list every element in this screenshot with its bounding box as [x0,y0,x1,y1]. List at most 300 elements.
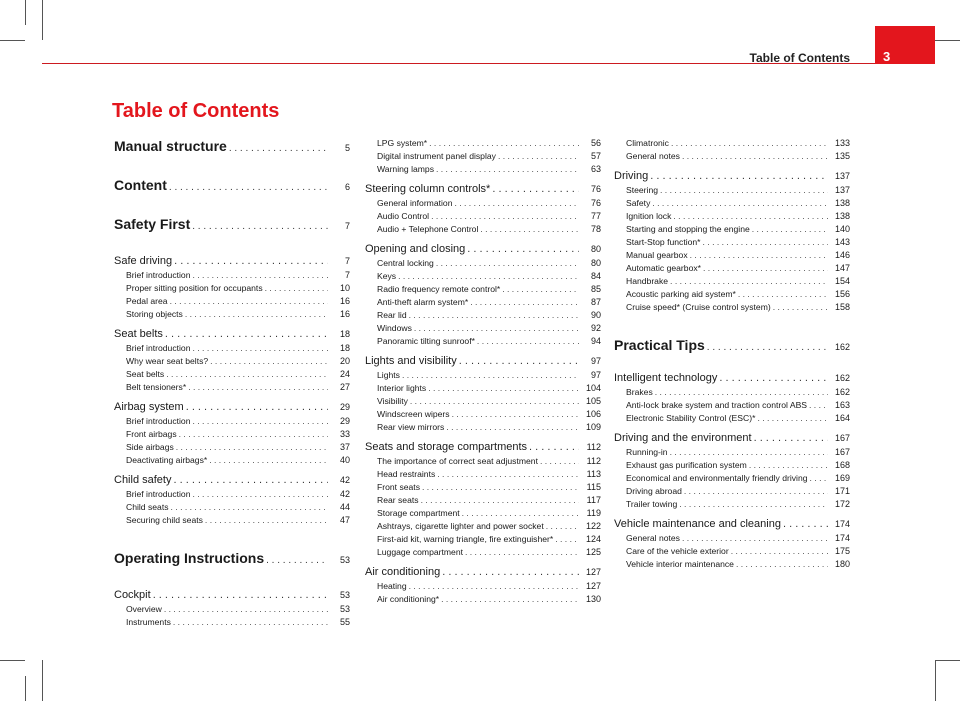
dot-leader [555,533,579,546]
toc-entry-page: 33 [339,429,350,439]
toc-entry[interactable] [114,215,350,236]
toc-entry-title: Care of the vehicle exterior [626,546,729,556]
toc-entry[interactable] [365,481,601,494]
toc-entry[interactable] [365,242,601,256]
toc-entry[interactable] [614,262,850,275]
toc-entry[interactable] [114,514,350,527]
toc-entry[interactable] [114,269,350,282]
toc-entry[interactable] [614,336,850,357]
toc-entry-title: Intelligent technology [614,372,718,384]
toc-entry[interactable] [114,549,350,570]
dot-leader [707,339,828,357]
toc-entry-page: 87 [590,297,601,307]
toc-entry[interactable] [614,275,850,288]
toc-entry[interactable] [365,223,601,236]
toc-entry[interactable] [614,446,850,459]
toc-entry[interactable] [114,254,350,268]
toc-entry-page: 138 [834,211,850,221]
toc-entry-page: 97 [590,356,601,366]
toc-entry[interactable] [365,468,601,481]
dot-leader [498,150,579,163]
toc-entry[interactable] [614,288,850,301]
dot-leader [421,494,579,507]
toc-entry-page: 80 [590,244,601,254]
toc-entry-page: 164 [834,413,850,423]
dot-leader [652,197,828,210]
toc-entry-page: 167 [834,433,850,443]
toc-entry-title: Radio frequency remote control* [377,284,501,294]
toc-entry-page: 29 [339,402,350,412]
dot-leader [431,210,579,223]
toc-entry-title: Driving abroad [626,486,682,496]
toc-entry-page: 53 [339,604,350,614]
toc-entry-page: 154 [834,276,850,286]
toc-entry-page: 106 [585,409,601,419]
dot-leader [179,428,328,441]
toc-entry[interactable] [365,182,601,196]
toc-entry-page: 162 [834,342,850,352]
dot-leader [673,210,828,223]
dot-leader [809,399,828,412]
toc-entry-title: Airbag system [114,401,184,413]
toc-entry-page: 7 [344,221,350,231]
toc-entry-page: 158 [834,302,850,312]
toc-entry[interactable] [614,197,850,210]
toc-entry[interactable] [365,494,601,507]
toc-entry[interactable] [114,501,350,514]
toc-entry[interactable] [614,532,850,545]
toc-entry-title: Cockpit [114,589,151,601]
toc-entry[interactable] [365,322,601,335]
dot-leader [173,473,328,487]
toc-entry[interactable] [614,210,850,223]
toc-entry-title: Windows [377,323,412,333]
dot-leader [703,236,828,249]
toc-entry[interactable] [114,428,350,441]
toc-entry-page: 137 [834,185,850,195]
toc-entry-title: Instruments [126,617,171,627]
dot-leader [153,588,328,602]
dot-leader [731,545,828,558]
toc-entry-title: Rear seats [377,495,419,505]
toc-entry[interactable] [365,440,601,454]
toc-entry[interactable] [114,454,350,467]
toc-entry-title: Operating Instructions [114,550,265,566]
toc-entry-title: Belt tensioners* [126,382,187,392]
dot-leader [690,249,828,262]
toc-entry-page: 6 [344,182,350,192]
toc-entry-title: Start-Stop function* [626,237,701,247]
toc-entry[interactable] [365,270,601,283]
dot-leader [738,288,828,301]
toc-entry[interactable] [114,473,350,487]
toc-entry-title: Audio Control [377,211,430,221]
toc-entry-title: Safety [626,198,651,208]
dot-leader [209,454,328,467]
toc-entry[interactable] [114,381,350,394]
toc-entry[interactable] [114,603,350,616]
toc-entry[interactable] [614,485,850,498]
toc-entry-title: Audio + Telephone Control [377,224,479,234]
dot-leader [266,552,328,570]
dot-leader [783,517,828,531]
toc-entry-page: 27 [339,382,350,392]
dot-leader [169,179,328,197]
toc-entry[interactable] [614,498,850,511]
toc-entry-page: 18 [339,343,350,353]
toc-entry-page: 85 [590,284,601,294]
dot-leader [719,371,828,385]
toc-entry-title: Rear lid [377,310,407,320]
dot-leader [703,262,828,275]
toc-entry-page: 5 [344,143,350,153]
toc-entry-title: Brief introduction [126,343,191,353]
toc-entry[interactable] [365,421,601,434]
toc-entry-title: Driving and the environment [614,432,752,444]
toc-entry[interactable] [365,580,601,593]
toc-entry-page: 112 [586,456,601,466]
dot-leader [684,485,828,498]
dot-leader [679,498,828,511]
crop-mark [25,0,26,25]
dot-leader [193,415,329,428]
toc-entry[interactable] [614,137,850,150]
dot-leader [185,308,328,321]
toc-entry-title: Side airbags [126,442,174,452]
dot-leader [446,421,579,434]
toc-entry[interactable] [614,150,850,163]
toc-entry-title: LPG system* [377,138,428,148]
toc-entry-title: Seats and storage compartments [365,441,528,453]
toc-entry[interactable] [614,472,850,485]
dot-leader [470,296,579,309]
toc-entry-page: 84 [590,271,601,281]
toc-entry-title: Brief introduction [126,270,191,280]
toc-entry-page: 40 [339,455,350,465]
dot-leader [205,514,328,527]
toc-entry-title: Digital instrument panel display [377,151,496,161]
toc-entry[interactable] [365,395,601,408]
toc-entry-title: Safety First [114,216,191,232]
toc-entry-page: 57 [590,151,601,161]
toc-entry[interactable] [614,236,850,249]
toc-entry-title: Overview [126,604,162,614]
dot-leader [655,386,828,399]
toc-entry[interactable] [114,488,350,501]
toc-entry-page: 117 [586,495,601,505]
toc-entry-page: 63 [590,164,601,174]
toc-entry-title: Storing objects [126,309,183,319]
dot-leader [810,472,828,485]
dot-leader [186,400,328,414]
toc-entry[interactable] [114,327,350,341]
dot-leader [437,468,579,481]
toc-entry-page: 37 [339,442,350,452]
toc-entry[interactable] [614,386,850,399]
toc-entry-page: 124 [585,534,601,544]
toc-entry-title: First-aid kit, warning triangle, fire extinguisher* [377,534,554,544]
toc-entry[interactable] [614,558,850,571]
toc-entry[interactable] [114,368,350,381]
toc-entry-page: 135 [834,151,850,161]
crop-mark [42,660,43,701]
toc-entry[interactable] [365,520,601,533]
dot-leader [422,481,579,494]
toc-entry[interactable] [614,169,850,183]
toc-entry-title: Starting and stopping the engine [626,224,750,234]
toc-entry[interactable] [365,369,601,382]
toc-entry-page: 42 [339,475,350,485]
dot-leader [398,270,579,283]
dot-leader [193,488,329,501]
toc-entry[interactable] [365,546,601,559]
toc-entry-title: Opening and closing [365,243,466,255]
toc-entry-page: 105 [585,396,601,406]
dot-leader [192,218,328,236]
toc-entry-page: 143 [834,237,850,247]
toc-entry[interactable] [365,455,601,468]
crop-mark [935,660,936,701]
toc-entry[interactable] [114,441,350,454]
dot-leader [529,440,579,454]
toc-entry-page: 53 [339,590,350,600]
dot-leader [477,335,579,348]
toc-entry[interactable] [365,533,601,546]
toc-entry-title: Anti-theft alarm system* [377,297,469,307]
toc-entry-page: 97 [590,370,601,380]
toc-entry[interactable] [614,459,850,472]
toc-entry-page: 169 [834,473,850,483]
dot-leader [465,546,579,559]
toc-entry-page: 162 [834,373,850,383]
toc-entry[interactable] [114,400,350,414]
dot-leader [428,382,579,395]
dot-leader [164,603,328,616]
dot-leader [193,269,329,282]
toc-entry-page: 127 [585,581,601,591]
toc-entry-page: 172 [834,499,850,509]
toc-entry-page: 156 [834,289,850,299]
toc-entry-page: 90 [590,310,601,320]
dot-leader [752,223,828,236]
toc-entry-page: 80 [590,258,601,268]
toc-entry-page: 175 [834,546,850,556]
dot-leader [682,532,828,545]
toc-entry[interactable] [365,382,601,395]
toc-entry-title: Manual structure [114,138,227,154]
toc-entry-page: 146 [834,250,850,260]
dot-leader [436,163,579,176]
toc-entry-title: Head restraints [377,469,436,479]
toc-entry-page: 56 [590,138,601,148]
toc-entry-page: 92 [590,323,601,333]
toc-entry-title: Keys [377,271,397,281]
dot-leader [773,301,828,314]
dot-leader [409,309,579,322]
toc-entry[interactable] [114,282,350,295]
toc-entry-title: Vehicle interior maintenance [626,559,734,569]
toc-entry-title: Securing child seats [126,515,203,525]
toc-entry[interactable] [614,431,850,445]
toc-entry[interactable] [114,588,350,602]
toc-entry[interactable] [114,355,350,368]
toc-entry-title: Steering [626,185,659,195]
toc-entry-page: 162 [834,387,850,397]
toc-entry[interactable] [365,197,601,210]
toc-entry[interactable] [114,176,350,197]
toc-entry-page: 24 [339,369,350,379]
toc-entry-title: Child safety [114,474,172,486]
toc-entry[interactable] [614,301,850,314]
toc-entry[interactable] [365,163,601,176]
dot-leader [682,150,828,163]
dot-leader [650,169,828,183]
dot-leader [736,558,828,571]
toc-entry-title: Seat belts [126,369,165,379]
toc-entry[interactable] [114,616,350,629]
dot-leader [229,140,328,158]
toc-entry[interactable] [614,545,850,558]
toc-entry-page: 7 [344,270,350,280]
toc-entry-page: 76 [590,198,601,208]
toc-entry-page: 174 [834,519,850,529]
toc-entry-page: 7 [344,256,350,266]
dot-leader [462,507,579,520]
toc-entry[interactable] [365,296,601,309]
toc-entry-page: 147 [834,263,850,273]
toc-entry-title: Anti-lock brake system and traction control ABS [626,400,808,410]
toc-entry[interactable] [365,137,601,150]
toc-entry-title: Child seats [126,502,169,512]
toc-entry[interactable] [614,371,850,385]
toc-entry-title: Exhaust gas purification system [626,460,747,470]
toc-entry[interactable] [614,517,850,531]
toc-entry-page: 10 [339,283,350,293]
toc-entry-title: Air conditioning [365,566,441,578]
dot-leader [414,322,579,335]
dot-leader [193,342,329,355]
toc-entry[interactable] [114,308,350,321]
toc-entry-page: 29 [339,416,350,426]
toc-entry-title: Heating [377,581,407,591]
toc-entry[interactable] [365,565,601,579]
toc-entry-page: 16 [339,296,350,306]
dot-leader [502,283,579,296]
toc-entry-title: Vehicle maintenance and cleaning [614,518,781,530]
toc-entry[interactable] [114,137,350,158]
toc-entry[interactable] [114,295,350,308]
dot-leader [459,354,579,368]
crop-mark [42,0,43,40]
dot-leader [492,182,579,196]
toc-entry-title: Rear view mirrors [377,422,445,432]
dot-leader [173,616,328,629]
toc-column-3 [614,137,850,571]
toc-entry-page: 180 [834,559,850,569]
dot-leader [467,242,579,256]
toc-entry-title: Safe driving [114,255,173,267]
toc-entry-page: 125 [585,547,601,557]
page-title: Table of Contents [112,100,280,122]
toc-entry-page: 138 [834,198,850,208]
toc-entry-page: 133 [834,138,850,148]
toc-entry[interactable] [365,257,601,270]
toc-entry-title: Panoramic tilting sunroof* [377,336,475,346]
toc-entry-title: Content [114,177,167,193]
toc-entry-title: Pedal area [126,296,168,306]
toc-column-2 [365,137,601,606]
dot-leader [410,395,579,408]
toc-entry-title: General information [377,198,453,208]
toc-entry-page: 53 [339,555,350,565]
toc-entry[interactable] [614,249,850,262]
toc-entry-page: 127 [585,567,601,577]
toc-entry[interactable] [365,507,601,520]
toc-entry-title: Luggage compartment [377,547,463,557]
toc-entry[interactable] [614,223,850,236]
toc-entry[interactable] [114,342,350,355]
dot-leader [754,431,828,445]
toc-entry-title: Manual gearbox [626,250,688,260]
toc-entry[interactable] [365,150,601,163]
dot-leader [660,184,828,197]
dot-leader [757,412,828,425]
toc-entry[interactable] [114,415,350,428]
crop-mark [935,660,960,661]
toc-entry[interactable] [365,408,601,421]
toc-entry[interactable] [614,412,850,425]
toc-entry-page: 113 [586,469,601,479]
crop-mark [0,660,25,661]
dot-leader [210,355,328,368]
toc-entry-page: 20 [339,356,350,366]
toc-entry-page: 112 [586,442,601,452]
toc-entry-title: Air conditioning* [377,594,440,604]
toc-entry-page: 119 [586,508,601,518]
toc-entry[interactable] [365,309,601,322]
toc-entry-page: 55 [339,617,350,627]
toc-entry-title: Automatic gearbox* [626,263,701,273]
dot-leader [402,369,579,382]
toc-entry[interactable] [365,283,601,296]
toc-entry-page: 167 [834,447,850,457]
toc-entry-page: 42 [339,489,350,499]
dot-leader [429,137,579,150]
toc-entry[interactable] [365,354,601,368]
toc-entry[interactable] [365,335,601,348]
toc-entry[interactable] [365,210,601,223]
toc-entry-title: General notes [626,151,680,161]
toc-entry[interactable] [614,399,850,412]
dot-leader [265,282,328,295]
toc-entry-title: Electronic Stability Control (ESC)* [626,413,756,423]
toc-entry-title: Brief introduction [126,416,191,426]
toc-entry-title: Central locking [377,258,434,268]
toc-entry-title: Economical and environmentally friendly driving [626,473,808,483]
toc-entry-title: Practical Tips [614,337,705,353]
toc-entry-page: 130 [585,594,601,604]
dot-leader [546,520,579,533]
toc-entry-title: Brakes [626,387,653,397]
page-number-tab [875,26,935,64]
toc-entry[interactable] [365,593,601,606]
toc-entry[interactable] [614,184,850,197]
toc-entry-page: 77 [590,211,601,221]
toc-entry-title: Brief introduction [126,489,191,499]
dot-leader [174,254,328,268]
dot-leader [671,137,828,150]
toc-entry-title: Lights and visibility [365,355,457,367]
